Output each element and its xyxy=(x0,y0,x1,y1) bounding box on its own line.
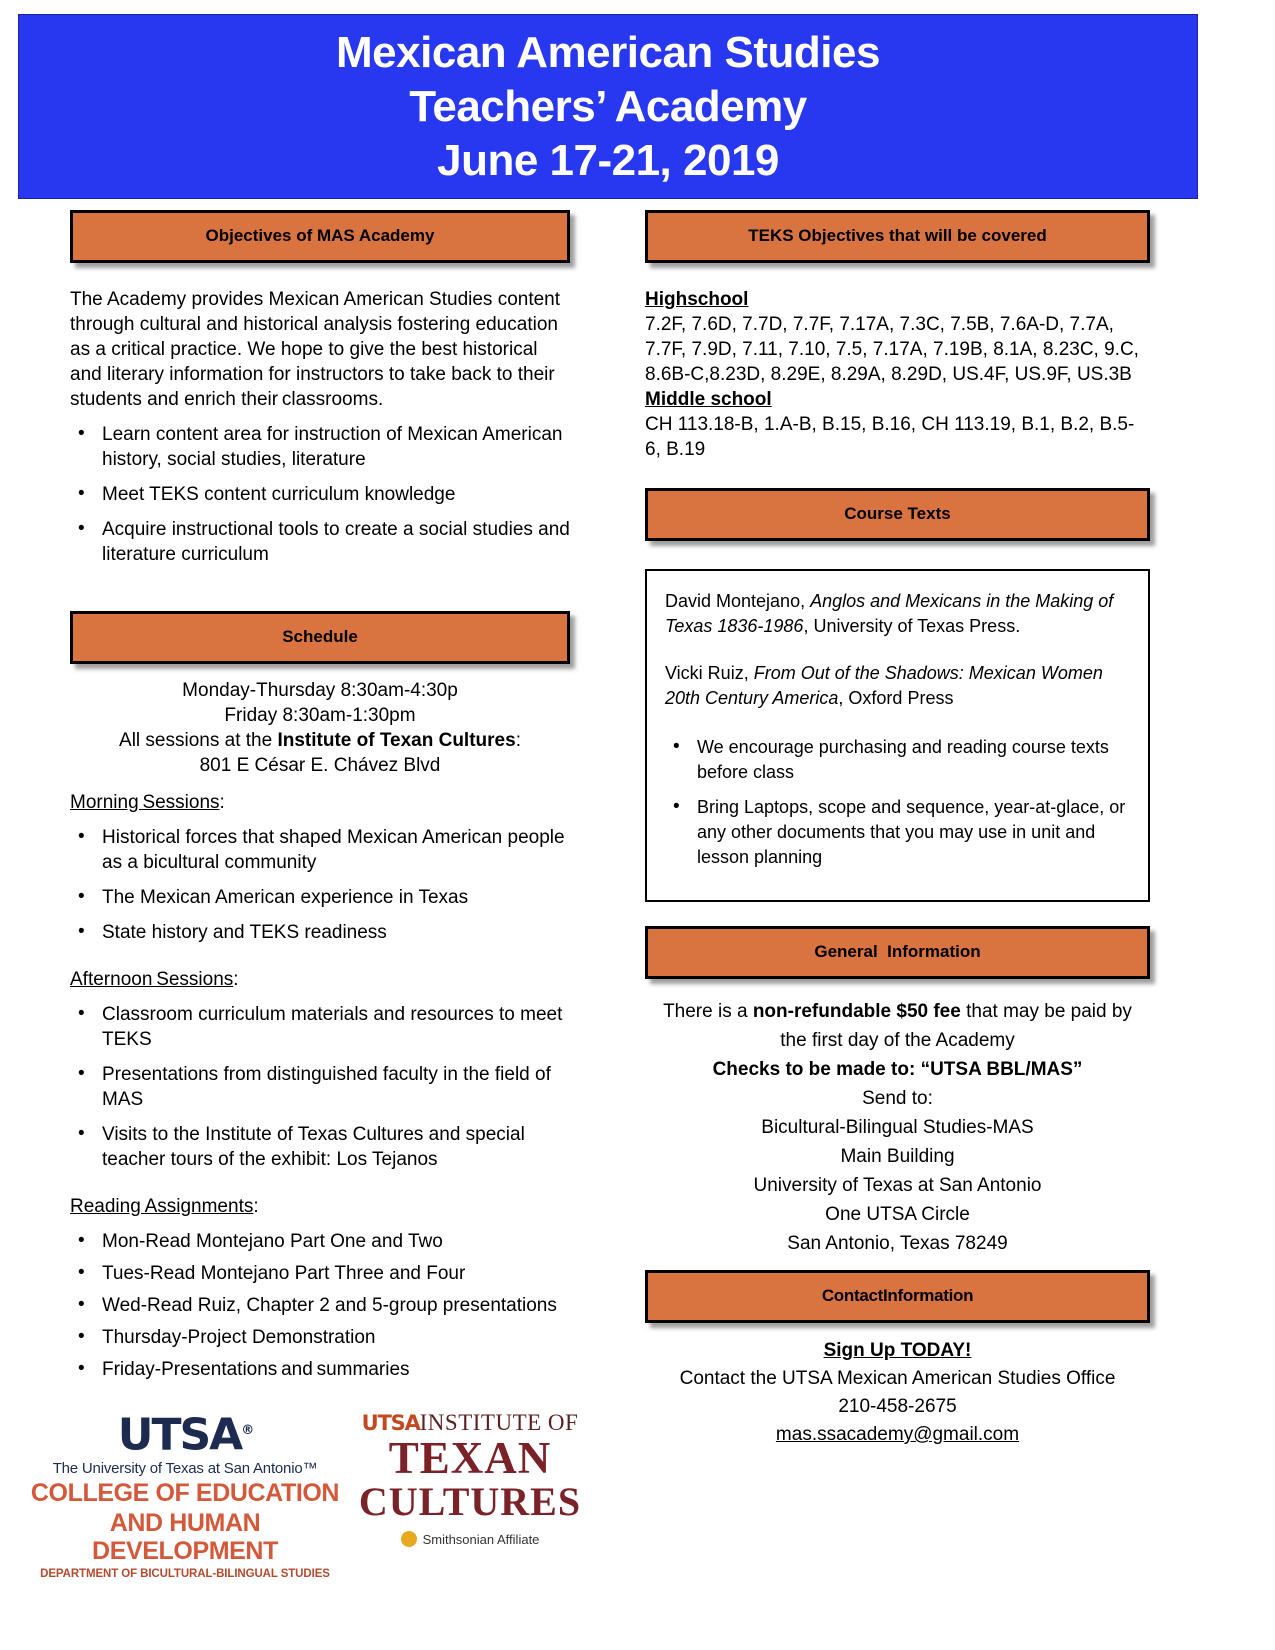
list-item: • Friday-Presentations and summaries xyxy=(70,1357,570,1382)
teks-highschool-label: Highschool xyxy=(645,289,749,310)
address-line: San Antonio, Texas 78249 xyxy=(787,1233,1008,1254)
title-banner xyxy=(18,14,1198,199)
book2-publisher: , Oxford Press xyxy=(838,688,954,708)
college-of-education-line-1: COLLEGE OF EDUCATION xyxy=(30,1478,340,1507)
banner-line-3: June 17-21, 2019 xyxy=(437,135,779,185)
schedule-monthu: Monday-Thursday 8:30am-4:30p xyxy=(182,680,458,701)
sunburst-icon xyxy=(401,1531,417,1547)
smithsonian-affiliate xyxy=(355,1531,585,1547)
venue-name: Institute of Texan Cultures xyxy=(277,730,516,751)
list-item: • Acquire instructional tools to create a social studies and literature curriculum xyxy=(70,517,570,567)
checks-line: Checks to be made to: “UTSA BBL/MAS” xyxy=(712,1059,1083,1080)
reading-label-colon: : xyxy=(253,1196,259,1217)
course-texts-bullet-list xyxy=(665,735,1130,870)
address-line: University of Texas at San Antonio xyxy=(753,1175,1042,1196)
banner-line-2: Teachers’ Academy xyxy=(409,81,807,131)
schedule-friday: Friday 8:30am-1:30pm xyxy=(224,705,416,726)
registered-mark-icon: ® xyxy=(241,1423,253,1438)
contact-phone[interactable]: 210-458-2675 xyxy=(838,1396,957,1417)
address-line: Main Building xyxy=(840,1146,955,1167)
objectives-intro-text: The Academy provides Mexican American Studies content through cultural and historical analysis fostering education as a critical practice. We hope to give the best historical and literary information for instructors to take back to their students and enrich their classrooms. xyxy=(70,289,561,410)
utsa-wordmark-text: UTSA xyxy=(117,1409,242,1461)
list-item: • Tues-Read Montejano Part Three and Four xyxy=(70,1261,570,1286)
itc-institute-text: INSTITUTE OF xyxy=(419,1410,579,1435)
morning-label-colon: : xyxy=(219,792,225,813)
sign-up-today-text: Sign Up TODAY! xyxy=(823,1340,972,1361)
book1-author: David Montejano, xyxy=(665,591,811,611)
venue-suffix: : xyxy=(515,730,521,751)
reading-label-text: Reading Assignments xyxy=(70,1196,254,1217)
morning-sessions-label xyxy=(70,790,570,815)
afternoon-bullet-list xyxy=(70,1002,570,1172)
contact-email-link[interactable]: mas.ssacademy@gmail.com xyxy=(775,1424,1020,1445)
list-item: • The Mexican American experience in Texas xyxy=(70,885,570,910)
reading-assignments-label xyxy=(70,1194,570,1219)
list-item: • Historical forces that shaped Mexican American people as a bicultural community xyxy=(70,825,570,875)
objectives-bullet-list xyxy=(70,422,570,567)
list-item: • Wed-Read Ruiz, Chapter 2 and 5-group presentations xyxy=(70,1293,570,1318)
fee-amount: non-refundable $50 fee xyxy=(752,1001,961,1022)
section-header-contact-information: ContactInformation xyxy=(645,1270,1150,1323)
utsa-tagline: The University of Texas at San Antonio™ xyxy=(52,1459,318,1477)
afternoon-label-text: Afternoon Sessions xyxy=(70,969,234,990)
section-header-general-information: General Information xyxy=(645,926,1150,979)
section-header-course-texts: Course Texts xyxy=(645,488,1150,541)
footer-logos xyxy=(0,1400,640,1640)
list-item: • Mon-Read Montejano Part One and Two xyxy=(70,1229,570,1254)
list-item: • We encourage purchasing and reading course texts before class xyxy=(665,735,1130,785)
section-header-objectives: Objectives of MAS Academy xyxy=(70,210,570,263)
address-line: Bicultural-Bilingual Studies-MAS xyxy=(761,1117,1034,1138)
book1-title: Anglos and Mexicans in the Making of Texas 1836-1986 xyxy=(665,591,1114,636)
contact-office-line: Contact the UTSA Mexican American Studies Office xyxy=(679,1368,1116,1389)
objectives-body xyxy=(70,287,570,567)
college-of-education-line-2: AND HUMAN DEVELOPMENT xyxy=(92,1508,278,1565)
fee-line xyxy=(645,997,1150,1026)
afternoon-sessions-label xyxy=(70,967,570,992)
itc-cultures-text: CULTURES xyxy=(358,1479,582,1524)
course-book-2 xyxy=(665,661,1130,711)
general-info-body xyxy=(645,997,1150,1258)
list-item: • Visits to the Institute of Texas Cultures and special teacher tours of the exhibit: Los Tejanos xyxy=(70,1122,570,1172)
morning-label-text: Morning Sessions xyxy=(70,792,220,813)
course-texts-box xyxy=(645,569,1150,902)
list-item: • Presentations from distinguished faculty in the field of MAS xyxy=(70,1062,570,1112)
teks-middle-codes: CH 113.18-B, 1.A-B, B.15, B.16, CH 113.19, B.1, B.2, B.5-6, B.19 xyxy=(645,414,1135,460)
schedule-body xyxy=(70,678,570,1382)
book2-title: From Out of the Shadows: Mexican Women 20th Century America xyxy=(665,663,1103,708)
list-item: • Learn content area for instruction of Mexican American history, social studies, literature xyxy=(70,422,570,472)
section-header-schedule: Schedule xyxy=(70,611,570,664)
contact-body xyxy=(645,1337,1150,1449)
itc-utsa-mark: UTSA xyxy=(361,1411,420,1435)
book1-publisher: , University of Texas Press. xyxy=(803,616,1021,636)
afternoon-label-colon: : xyxy=(233,969,239,990)
course-book-1 xyxy=(665,589,1130,639)
smithsonian-affiliate-text: Smithsonian Affiliate xyxy=(422,1531,540,1547)
section-header-teks: TEKS Objectives that will be covered xyxy=(645,210,1150,263)
left-column xyxy=(70,210,570,1389)
venue-prefix: All sessions at the xyxy=(119,730,278,751)
right-column xyxy=(645,210,1150,1449)
teks-highschool-codes: 7.2F, 7.6D, 7.7D, 7.7F, 7.17A, 7.3C, 7.5B, 7.6A-D, 7.7A, 7.7F, 7.9D, 7.11, 7.10, 7.5, 7.17A, 7.19B, 8.1A, 8.23C, 9.C, 8.6B-C,8.23D, 8.29E, 8.29A, 8.29D, US.4F, US.9F, US.3B xyxy=(645,314,1139,385)
utsa-wordmark xyxy=(30,1408,340,1459)
list-item: • Meet TEKS content curriculum knowledge xyxy=(70,482,570,507)
list-item: • Bring Laptops, scope and sequence, year-at-glace, or any other documents that you may use in unit and lesson planning xyxy=(665,795,1130,870)
teks-middle-label: Middle school xyxy=(645,389,772,410)
list-item: • State history and TEKS readiness xyxy=(70,920,570,945)
department-line: DEPARTMENT OF BICULTURAL-BILINGUAL STUDIES xyxy=(40,1567,330,1580)
fee-line-2: the first day of the Academy xyxy=(780,1030,1015,1051)
address-line: One UTSA Circle xyxy=(825,1204,970,1225)
banner-line-1: Mexican American Studies xyxy=(336,27,880,77)
schedule-venue-line xyxy=(70,728,570,753)
morning-bullet-list xyxy=(70,825,570,945)
reading-bullet-list xyxy=(70,1229,570,1382)
send-to-label: Send to: xyxy=(862,1088,933,1109)
list-item: • Classroom curriculum materials and resources to meet TEKS xyxy=(70,1002,570,1052)
itc-texan-text: TEXAN xyxy=(388,1433,552,1483)
utsa-logo xyxy=(30,1408,340,1580)
institute-of-texan-cultures-logo xyxy=(355,1410,585,1547)
book2-author: Vicki Ruiz, xyxy=(665,663,754,683)
schedule-address: 801 E César E. Chávez Blvd xyxy=(199,755,441,776)
teks-body xyxy=(645,287,1150,462)
list-item: • Thursday-Project Demonstration xyxy=(70,1325,570,1350)
fee-prefix: There is a xyxy=(663,1001,753,1022)
fee-suffix: that may be paid by xyxy=(960,1001,1132,1022)
